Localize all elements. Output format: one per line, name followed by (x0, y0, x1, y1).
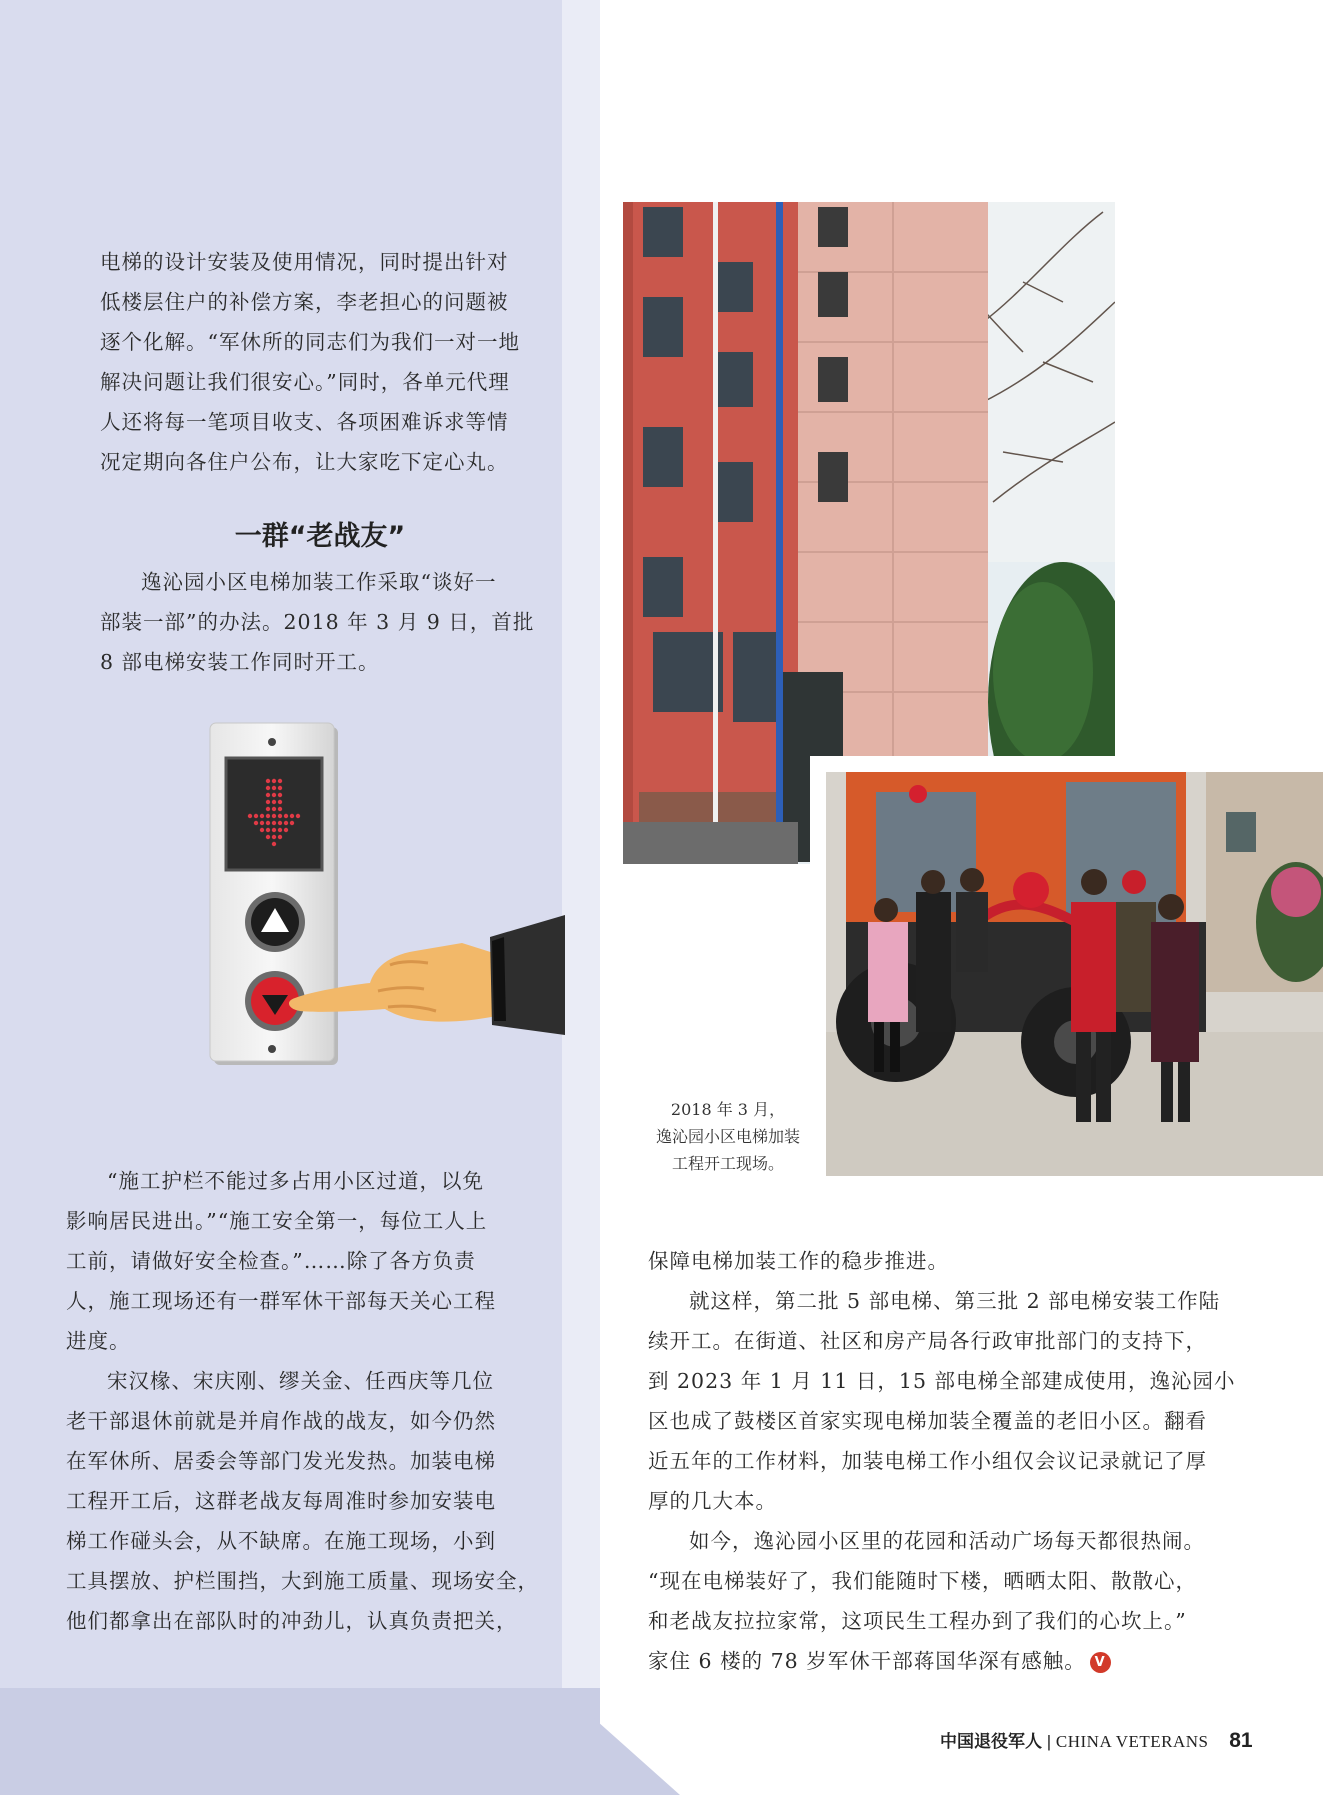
text-line: 况定期向各住户公布，让大家吃下定心丸。 (100, 450, 509, 474)
text-line: 老干部退休前就是并肩作战的战友，如今仍然 (66, 1409, 496, 1433)
right-column (648, 1241, 1248, 1681)
text-line: 进度。 (66, 1329, 131, 1353)
column-divider-strip (562, 0, 600, 1700)
text-line: 宋汉椽、宋庆刚、缪关金、任西庆等几位 (107, 1369, 494, 1393)
lower-left-column (66, 1161, 546, 1641)
text-line: 部装一部”的办法。2018 年 3 月 9 日，首批 (100, 610, 535, 634)
text-line: 他们都拿出在部队时的冲劲儿，认真负责把关， (66, 1609, 518, 1633)
text-line: 工程开工后，这群老战友每周准时参加安装电 (66, 1489, 496, 1513)
text-line: 在军休所、居委会等部门发光发热。加装电梯 (66, 1449, 496, 1473)
photo-caption (638, 1096, 818, 1177)
text-line: 解决问题让我们很安心。”同时，各单元代理 (100, 370, 510, 394)
text-line: “施工护栏不能过多占用小区过道，以免 (107, 1169, 484, 1193)
text-line: 8 部电梯安装工作同时开工。 (100, 650, 380, 674)
text-line: 人还将每一笔项目收支、各项困难诉求等情 (100, 410, 509, 434)
text-line: 如今，逸沁园小区里的花园和活动广场每天都很热闹。 (689, 1529, 1205, 1553)
screw-icon (268, 1045, 276, 1053)
text-line: 逐个化解。“军休所的同志们为我们一对一地 (100, 330, 520, 354)
text-line: 近五年的工作材料，加装电梯工作小组仅会议记录就记了厚 (648, 1449, 1207, 1473)
text-line: 到 2023 年 1 月 11 日，15 部电梯全部建成使用，逸沁园小 (648, 1369, 1236, 1393)
screw-icon (268, 738, 276, 746)
section-heading: 一群“老战友” (234, 521, 406, 552)
upper-left-paragraph (100, 242, 550, 482)
text-line: 保障电梯加装工作的稳步推进。 (648, 1249, 949, 1273)
section-intro-paragraph (100, 562, 550, 682)
text-line: 家住 6 楼的 78 岁军休干部蒋国华深有感触。 V (648, 1641, 1248, 1681)
caption-line: 逸沁园小区电梯加装 (655, 1127, 800, 1146)
bottom-decor-band (0, 1688, 600, 1795)
page-number: 81 (1229, 1729, 1253, 1752)
text-line: 厚的几大本。 (648, 1489, 777, 1513)
page-footer (940, 1727, 1253, 1753)
ceremony-photo (810, 756, 1323, 1176)
bottom-decor-wedge (560, 1688, 680, 1795)
text-line: 就这样，第二批 5 部电梯、第三批 2 部电梯安装工作陆 (689, 1289, 1221, 1313)
footer-separator: | (1046, 1732, 1052, 1751)
text-line: 工具摆放、护栏围挡，大到施工质量、现场安全， (66, 1569, 539, 1593)
magazine-name-en: CHINA VETERANS (1055, 1732, 1209, 1751)
elevator-button-illustration (200, 715, 565, 1075)
text-line: 电梯的设计安装及使用情况，同时提出针对 (100, 250, 509, 274)
text-line: 区也成了鼓楼区首家实现电梯加装全覆盖的老旧小区。翻看 (648, 1409, 1207, 1433)
text-line: 低楼层住户的补偿方案，李老担心的问题被 (100, 290, 509, 314)
caption-line: 工程开工现场。 (671, 1154, 784, 1173)
text-line: 续开工。在街道、社区和房产局各行政审批部门的支持下， (648, 1329, 1207, 1353)
magazine-name-cn: 中国退役军人 (940, 1732, 1042, 1751)
text-line: 和老战友拉拉家常，这项民生工程办到了我们的心坎上。” (648, 1609, 1187, 1633)
text-line: 影响居民进出。”“施工安全第一，每位工人上 (66, 1209, 488, 1233)
end-mark-icon: V (1090, 1652, 1111, 1673)
text-line: 人，施工现场还有一群军休干部每天关心工程 (66, 1289, 496, 1313)
text-line: 工前，请做好安全检查。”……除了各方负责 (66, 1249, 476, 1273)
caption-line: 2018 年 3 月， (670, 1100, 786, 1119)
text-line: 逸沁园小区电梯加装工作采取“谈好一 (141, 570, 497, 594)
text-line: “现在电梯装好了，我们能随时下楼，晒晒太阳、散散心， (648, 1569, 1197, 1593)
text-line: 梯工作碰头会，从不缺席。在施工现场，小到 (66, 1529, 496, 1553)
